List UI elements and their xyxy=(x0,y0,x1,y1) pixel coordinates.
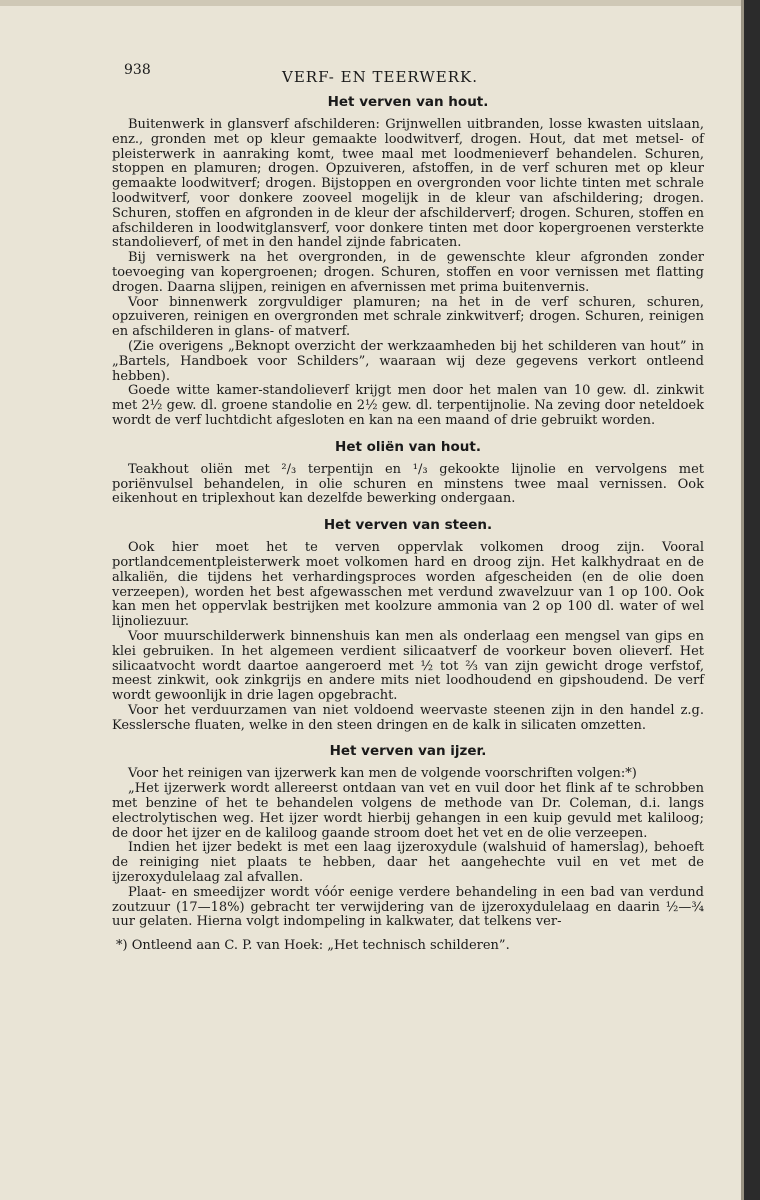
paragraph: Voor het verduurzamen van niet voldoend weervaste steenen zijn in den handel z.g. Kesslersche fluaten, welke in den steen dringen en de kalk in silicaten omzetten. xyxy=(112,702,704,733)
book-spine-edge xyxy=(744,0,760,1200)
section-heading: Het verven van ijzer. xyxy=(329,743,487,760)
section-olien-hout xyxy=(112,439,704,507)
paragraph: Voor binnenwerk zorgvuldiger plamuren; na het in de verf schuren, schuren, opzuiveren, reinigen en overgronden met schrale zinkwitverf; drogen. Schuren, reinigen en afschilderen in glans- of matverf. xyxy=(112,294,704,340)
paragraph: Voor muurschilderwerk binnenshuis kan men als onderlaag een mengsel van gips en klei gebruiken. In het algemeen verdient silicaatverf de voorkeur boven olieverf. Het silicaatvocht wordt daartoe aangeroerd met ½ tot ⅔ van zijn gewicht droge verfstof, meest zinkwit, ook zinkgrijs en andere mits niet loodhoudend en gipshoudend. De verf wordt gewoonlijk in drie lagen opgebracht. xyxy=(112,628,704,704)
paragraph: Goede witte kamer-standolieverf krijgt men door het malen van 10 gew. dl. zinkwit met 2½ gew. dl. groene standolie en 2½ gew. dl. terpentijnolie. Na zeving door neteldoek wordt de verf luchtdicht afgesloten en kan na een maand of drie gebruikt worden. xyxy=(112,383,704,428)
paragraph: Indien het ijzer bedekt is met een laag ijzeroxydule (walshuid of hamerslag), behoeft de reiniging niet plaats te hebben, daar het aangehechte vuil en vet met de ijzeroxydulelaag zal afvallen. xyxy=(112,840,704,886)
paragraph: (Zie overigens „Beknopt overzicht der werkzaamheden bij het schilderen van hout” in „Bartels, Handboek voor Schilders”, waaraan wij deze gegevens verkort ontleend hebben). xyxy=(112,338,704,384)
paragraph: Voor het reinigen van ijzerwerk kan men de volgende voorschriften volgen:*) xyxy=(128,766,637,782)
page-header xyxy=(112,58,704,84)
footnote: *) Ontleend aan C. P. van Hoek: „Het technisch schilderen”. xyxy=(116,938,510,954)
section-heading: Het oliën van hout. xyxy=(335,438,481,455)
paragraph: Teakhout oliën met ²/₃ terpentijn en ¹/₃ gekookte lijnolie en vervolgens met poriënvulsel behandelen, in olie schuren en minstens twee maal vernissen. Ook eikenhout en triplexhout kan dezelfde bewerking ondergaan. xyxy=(112,461,704,507)
section-heading: Het verven van steen. xyxy=(323,517,493,534)
paragraph: Ook hier moet het te verven oppervlak volkomen droog zijn. Vooral portlandcementpleisterwerk moet volkomen hard en droog zijn. Het kalkhydraat en de alkaliën, die tijdens het verhardingsproces worden afgescheiden (en de olie doen verzeepen), worden het best afgewasschen met verdund zwavelzuur van 1 op 100. Ook kan men het oppervlak bestrijken met koolzure ammonia van 2 op 100 dl. water of wel lijnoliezuur. xyxy=(112,540,704,630)
section-verven-ijzer xyxy=(112,743,704,930)
paragraph: Bij verniswerk na het overgronden, in de gewenschte kleur afgronden zonder toevoeging van kopergroenen; drogen. Schuren, stoffen en voor vernissen met flatting drogen. Daarna slijpen, reinigen en afvernissen met prima buitenvernis. xyxy=(112,250,704,295)
running-title: VERF- EN TEERWERK. xyxy=(282,68,478,86)
page-top-edge xyxy=(0,0,760,6)
section-heading: Het verven van hout. xyxy=(327,94,489,110)
paragraph: Plaat- en smeedijzer wordt vóór eenige verdere behandeling in een bad van verdund zoutzuur (17—18%) gebracht ter verwijdering van de ijzeroxydulelaag en daarin ½—¾ uur gelaten. Hierna volgt indompeling in kalkwater, dat telkens ver- xyxy=(112,884,704,930)
section-verven-steen xyxy=(112,517,704,733)
paragraph: „Het ijzerwerk wordt allereerst ontdaan van vet en vuil door het flink af te schrobben met benzine of het te behandelen volgens de methode van Dr. Coleman, d.i. langs electrolytischen weg. Het ijzer wordt hierbij gehangen in een kuip gevuld met kaliloog; de door het ijzer en de kaliloog gaande stroom doet het vet en de olie verzeepen. xyxy=(112,781,704,841)
page-number: 938 xyxy=(124,62,151,78)
section-verven-hout xyxy=(112,94,704,429)
paragraph: Buitenwerk in glansverf afschilderen: Grijnwellen uitbranden, losse kwasten uitslaan, enz., gronden met op kleur gemaakte loodwitverf, drogen. Hout, dat met metsel- of pleisterwerk in aanraking komt, twee maal met loodmenieverf behandelen. Schuren, stoppen en plamuren; drogen. Opzuiveren, afstoffen, in de verf schuren met op kleur gemaakte loodwitverf; drogen. Bijstoppen en overgronden voor lichte tinten met schrale loodwitverf, voor donkere zooveel mogelijk in de kleur van afschildering; drogen. Schuren, stoffen en afgronden in de kleur der afschilderverf; drogen. Schuren, stoffen en afschilderen in loodwitglansverf, voor donkere tinten met door kopergroenen versterkte standolieverf, of met in den handel zijnde fabricaten. xyxy=(112,117,704,251)
book-page xyxy=(112,58,704,953)
